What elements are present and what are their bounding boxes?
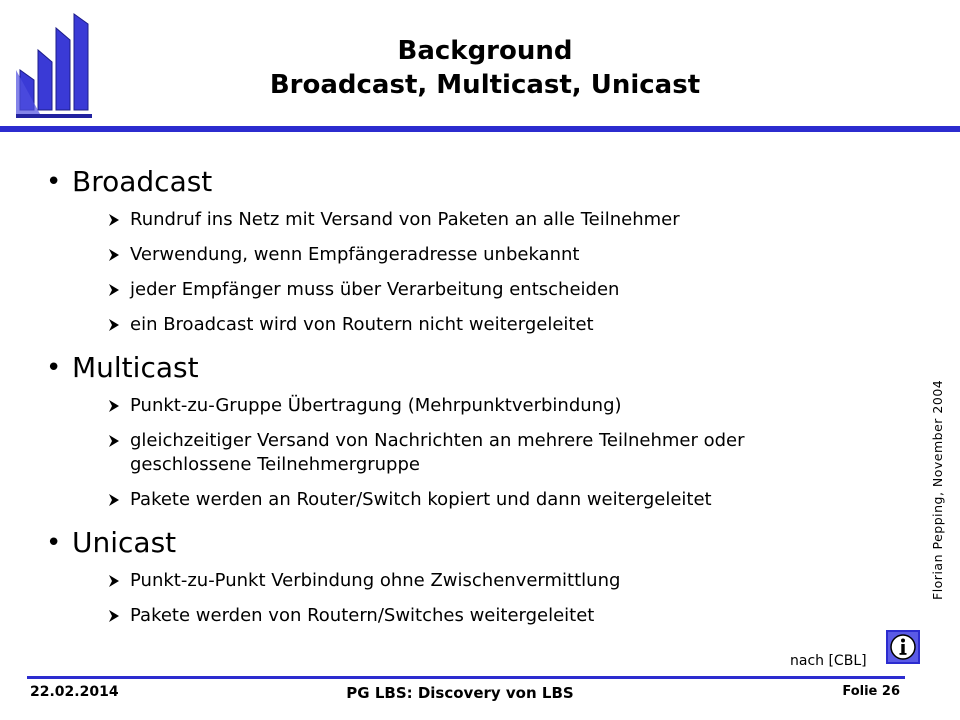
slide-title	[150, 34, 820, 102]
list-item: Punkt-zu-Punkt Verbindung ohne Zwischenvermittlung	[46, 569, 846, 593]
section-multicast	[46, 348, 846, 512]
bullet-dot-icon: •	[46, 167, 62, 197]
section-heading: Multicast	[72, 351, 199, 384]
arrow-bullet-icon	[106, 208, 124, 232]
arrow-bullet-icon	[106, 429, 124, 453]
title-line-1: Background	[397, 36, 573, 66]
arrow-bullet-icon	[106, 604, 124, 628]
list-item: Rundruf ins Netz mit Versand von Paketen an alle Teilnehmer	[46, 208, 846, 232]
arrow-bullet-icon	[106, 243, 124, 267]
arrow-bullet-icon	[106, 488, 124, 512]
footer-title: PG LBS: Discovery von LBS	[346, 684, 574, 702]
section-heading: Unicast	[72, 526, 177, 559]
title-line-2: Broadcast, Multicast, Unicast	[269, 70, 701, 100]
footer-divider	[27, 676, 905, 679]
arrow-bullet-icon	[106, 278, 124, 302]
footer-date: 22.02.2014	[30, 684, 119, 700]
university-logo-icon	[12, 10, 94, 118]
bullet-dot-icon: •	[46, 353, 62, 383]
list-item: gleichzeitiger Versand von Nachrichten an mehrere Teilnehmer oder geschlossene Teilnehmergruppe	[46, 429, 750, 477]
list-item: ein Broadcast wird von Routern nicht weitergeleitet	[46, 313, 846, 337]
info-icon[interactable]	[886, 630, 920, 664]
section-broadcast	[46, 162, 846, 337]
list-item: jeder Empfänger muss über Verarbeitung entscheiden	[46, 278, 846, 302]
author-vertical-text: Florian Pepping, November 2004	[930, 379, 945, 600]
source-note: nach [CBL]	[790, 653, 867, 669]
arrow-bullet-icon	[106, 569, 124, 593]
list-item: Pakete werden von Routern/Switches weitergeleitet	[46, 604, 846, 628]
list-item: Punkt-zu-Gruppe Übertragung (Mehrpunktverbindung)	[46, 394, 846, 418]
section-unicast	[46, 523, 846, 628]
arrow-bullet-icon	[106, 394, 124, 418]
header-divider	[0, 126, 960, 132]
slide-number: Folie 26	[842, 684, 900, 699]
bullet-dot-icon: •	[46, 528, 62, 558]
arrow-bullet-icon	[106, 313, 124, 337]
list-item: Verwendung, wenn Empfängeradresse unbekannt	[46, 243, 846, 267]
slide-content	[46, 162, 846, 639]
list-item: Pakete werden an Router/Switch kopiert und dann weitergeleitet	[46, 488, 846, 512]
section-heading: Broadcast	[72, 165, 213, 198]
